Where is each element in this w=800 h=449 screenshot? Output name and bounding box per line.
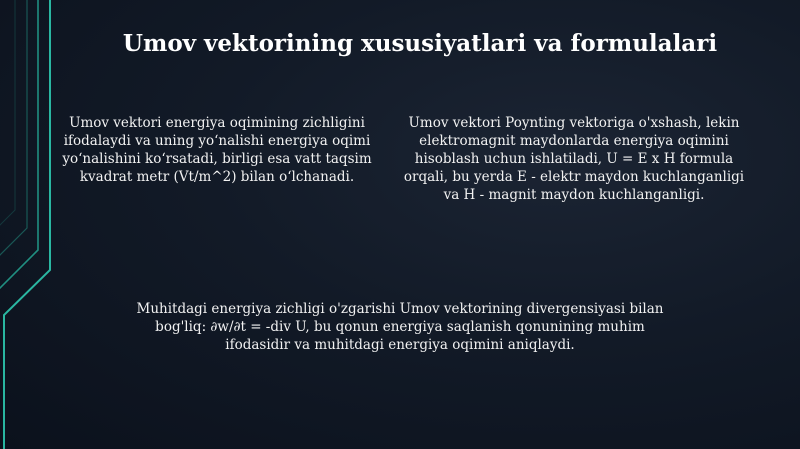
right-paragraph: Umov vektori Poynting vektoriga o'xshash, lekin elektromagnit maydonlarda energiya oqimini hisoblash uchun ishlatiladi, U = E x H formula orqali, bu yerda E - elektr maydon kuchlanganligi va H - magnit maydon kuchlanganligi.: [403, 115, 745, 203]
left-paragraph: Umov vektori energiya oqimining zichligini ifodalaydi va uning yo‘nalishi energiya oqimi yo‘nalishini ko‘rsatadi, birligi esa vatt taqsim kvadrat metr (Vt/m^2) bilan o‘lchanadi.: [62, 115, 372, 185]
accent-line-faint: [0, 0, 15, 227]
accent-line-middle: [0, 0, 38, 290]
slide-title: Umov vektorining xususiyatlari va formulalari: [122, 30, 718, 57]
bottom-paragraph: Muhitdagi energiya zichligi o'zgarishi Umov vektorining divergensiyasi bilan bog'liq: ∂w/∂t = -div U, bu qonun energiya saqlanish qonunining muhim ifodasidir va muhitdagi energiya oqimini aniqlaydi.: [136, 301, 664, 353]
accent-line-inner: [0, 0, 27, 257]
decorative-accent-lines: [0, 0, 60, 449]
